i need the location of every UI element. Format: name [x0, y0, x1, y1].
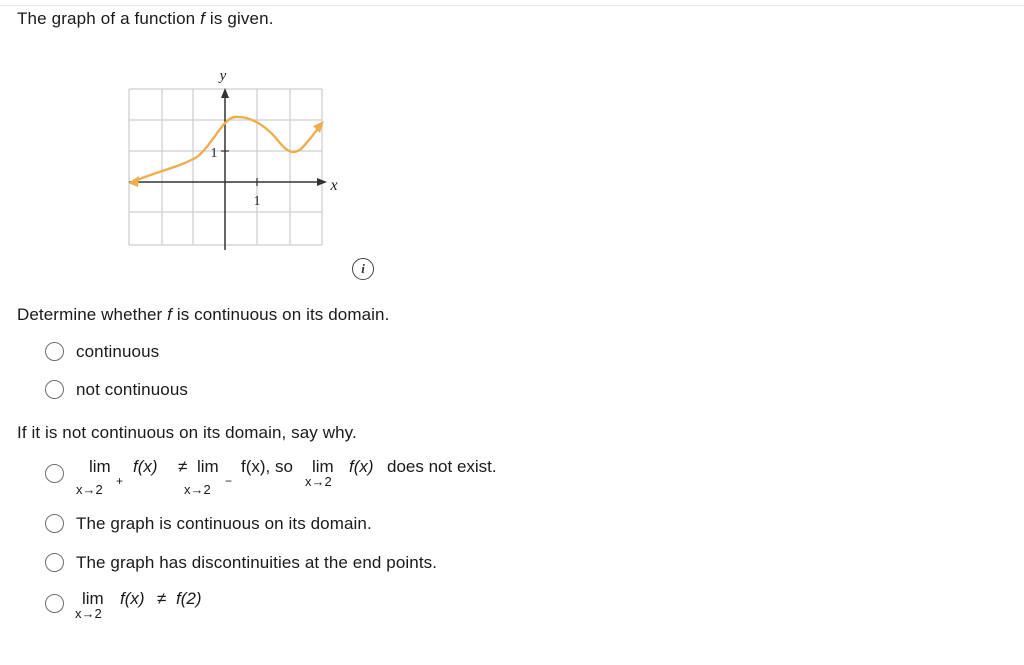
lim-word-3: lim: [312, 457, 334, 476]
part1-text-2: is continuous on its domain.: [176, 305, 390, 324]
part2-prompt: If it is not continuous on its domain, say why.: [17, 423, 357, 442]
lim-sub-2: x→2: [184, 482, 211, 497]
neq-1: ≠: [178, 457, 188, 476]
fx-4: f(x): [120, 589, 145, 608]
f-of-2: f(2): [176, 589, 202, 608]
lim-sub-1: x→2: [76, 482, 103, 497]
lim-word-1: lim: [89, 457, 111, 476]
option-graph-continuous-label: The graph is continuous on its domain.: [76, 514, 372, 533]
part1-text-1: Determine whether: [17, 305, 163, 324]
part1-var: f: [167, 305, 172, 324]
prompt-text-1: The graph of a function: [17, 9, 196, 28]
radio-continuous[interactable]: [45, 342, 64, 361]
prompt-var: f: [200, 9, 206, 28]
prompt-text-2: is given.: [209, 9, 274, 28]
lim-sup-2: −: [225, 474, 233, 488]
neq-2: ≠: [157, 589, 167, 608]
radio-graph-continuous[interactable]: [45, 514, 64, 533]
x-axis-label: x: [330, 177, 338, 194]
lim-word-4: lim: [82, 589, 104, 608]
y-axis-label: y: [219, 68, 227, 84]
top-divider: [0, 5, 1024, 6]
part1-prompt: [17, 305, 389, 325]
function-curve: [135, 117, 321, 181]
fx-2: f(x), so: [241, 457, 293, 476]
lim-word-2: lim: [197, 457, 219, 476]
lim-sup-1: +: [116, 474, 124, 488]
radio-endpoint-discontinuities[interactable]: [45, 553, 64, 572]
x-tick-label: 1: [253, 194, 261, 209]
question-prompt: [17, 9, 274, 29]
fx-3: f(x): [349, 457, 374, 476]
y-tick-label: 1: [210, 146, 218, 161]
lim-sub-4: x→2: [75, 606, 102, 621]
fx-1: f(x): [133, 457, 158, 476]
radio-limit-not-equal-value[interactable]: [45, 594, 64, 613]
lim-sub-3: x→2: [305, 474, 332, 489]
option-endpoint-discontinuities-label: The graph has discontinuities at the end points.: [76, 553, 438, 572]
info-icon[interactable]: i: [352, 258, 374, 280]
option-continuous-label: continuous: [76, 342, 160, 361]
radio-limits-differ[interactable]: [45, 464, 64, 483]
does-not-exist-text: does not exist.: [387, 457, 497, 476]
option-not-continuous-label: not continuous: [76, 380, 188, 399]
radio-not-continuous[interactable]: [45, 380, 64, 399]
function-graph: [125, 62, 340, 257]
